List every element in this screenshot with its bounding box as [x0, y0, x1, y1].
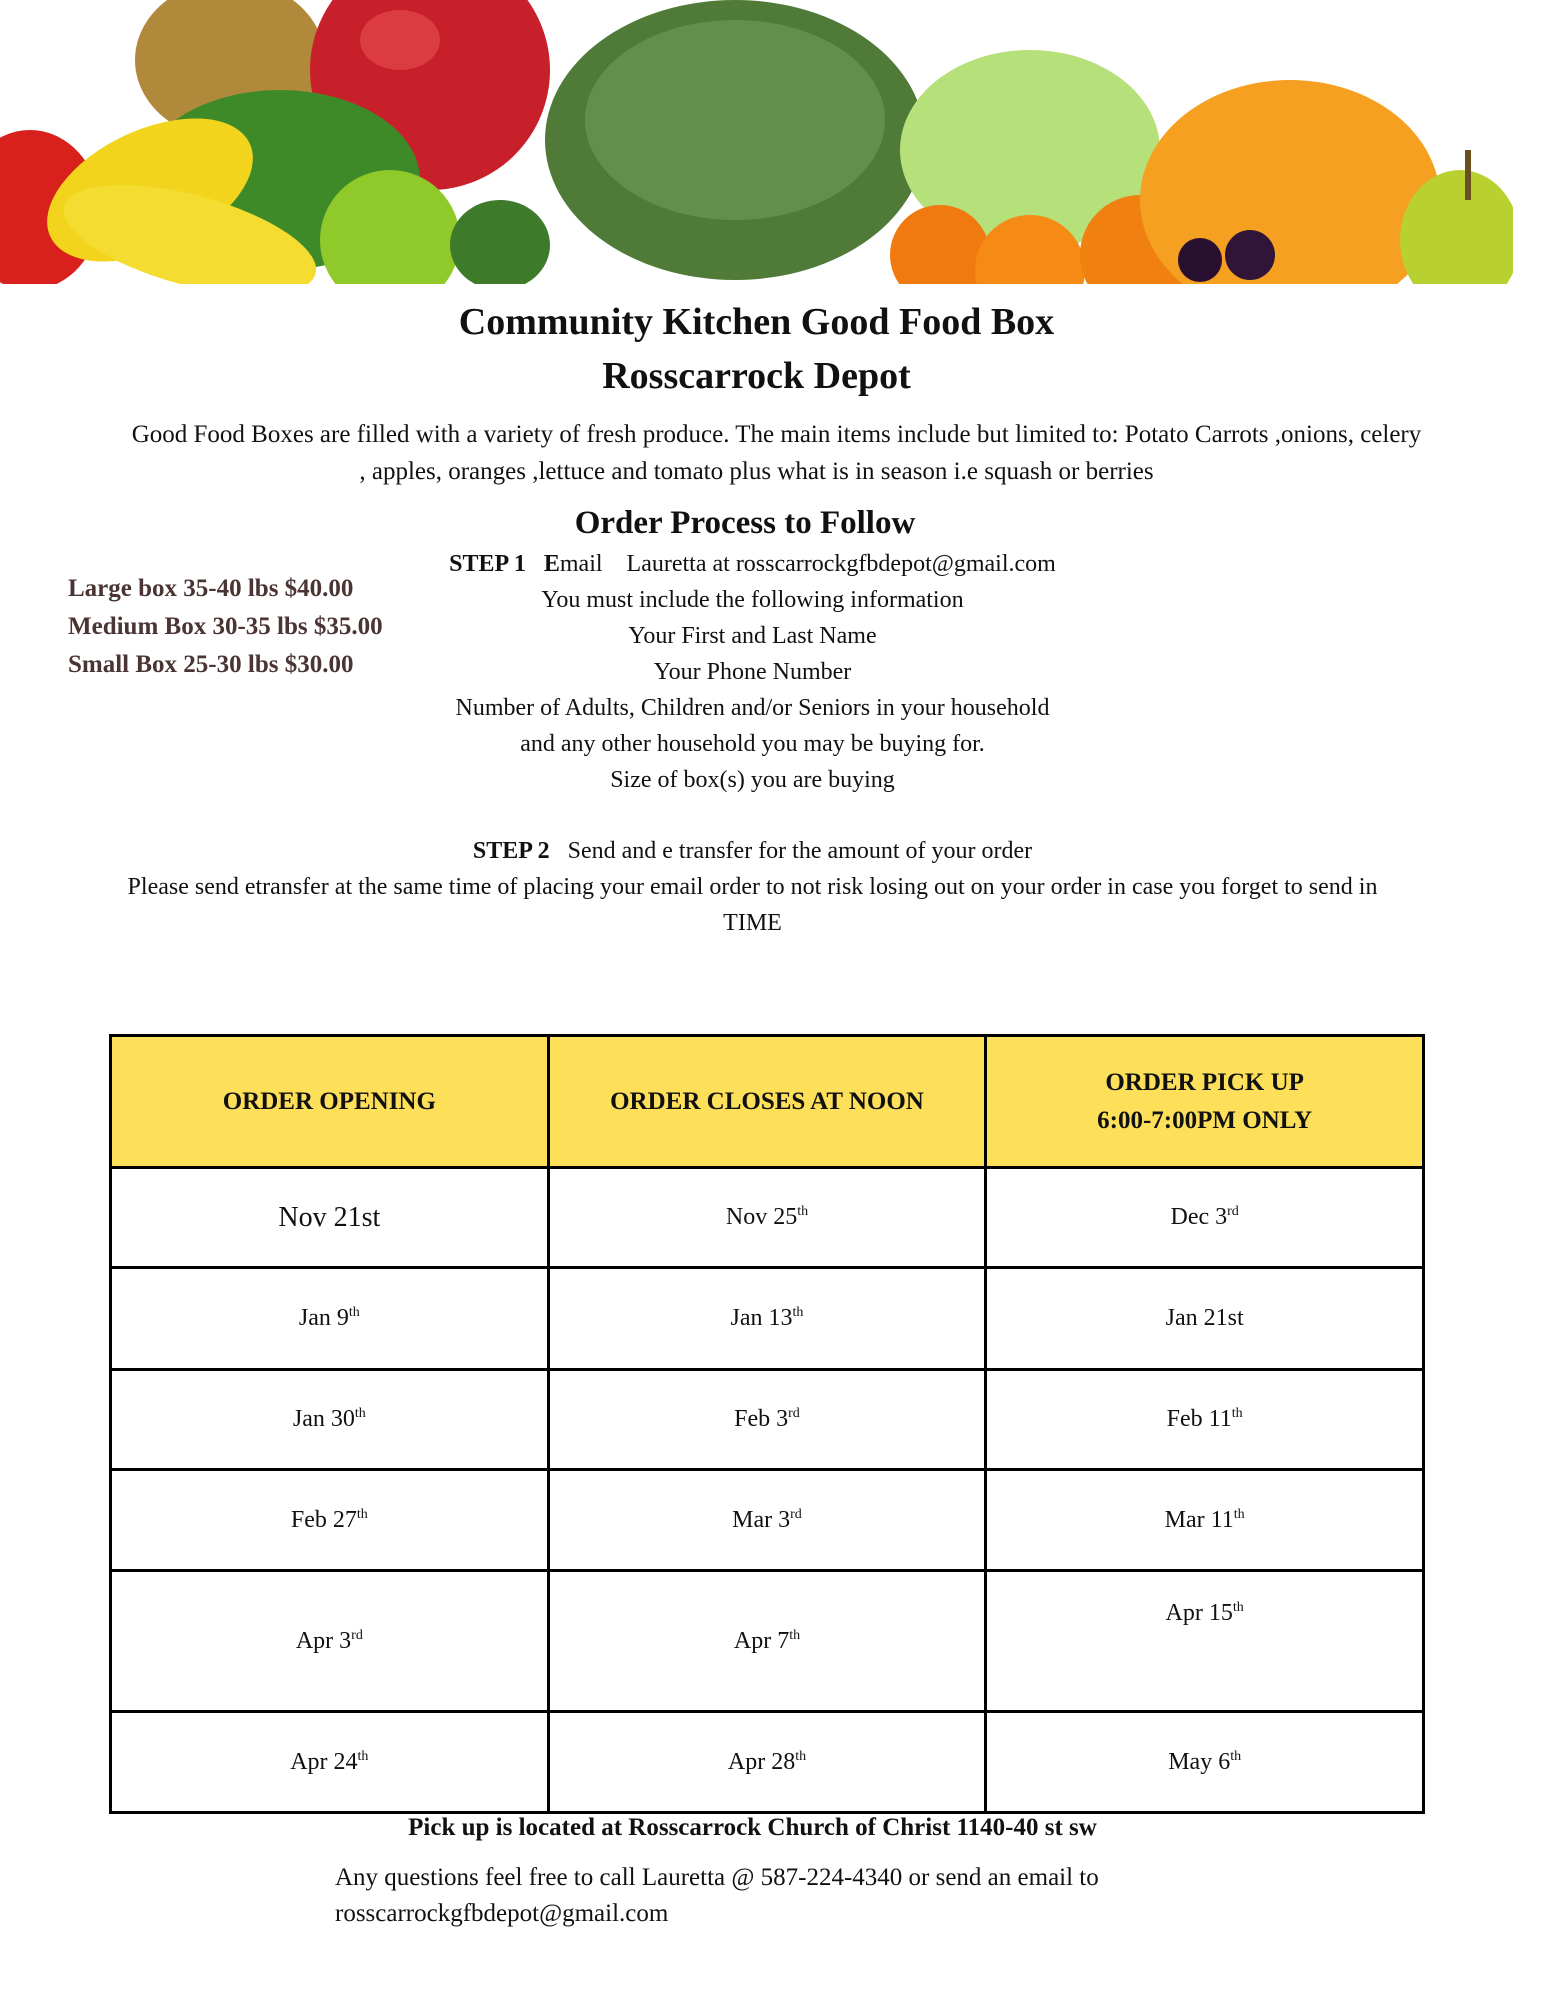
step2-note-2: TIME	[723, 910, 782, 936]
step1-text: mail Lauretta at rosscarrockgfbdepot@gmail.com	[559, 551, 1056, 577]
date-suffix: th	[354, 1406, 366, 1421]
process-heading: Order Process to Follow	[574, 505, 916, 541]
date-suffix: th	[1231, 1406, 1243, 1421]
order-opening-date	[111, 1470, 549, 1571]
table-row	[111, 1470, 1424, 1571]
step1-info-3: Your Phone Number	[653, 659, 852, 685]
step2-note-1: Please send etransfer at the same time of placing your email order to not risk losing out on your order in case you forget to send in	[127, 874, 1378, 900]
step2-text: Send and e transfer for the amount of your order	[567, 838, 1033, 864]
order-opening-date	[111, 1168, 549, 1268]
order-close-date	[548, 1268, 986, 1370]
date-text: Nov 21st	[278, 1201, 381, 1233]
date-suffix: th	[797, 1204, 809, 1219]
step2-line	[0, 838, 1505, 865]
produce-illustration	[0, 0, 1513, 284]
pickup-date	[986, 1268, 1424, 1370]
date-suffix: th	[1233, 1506, 1245, 1522]
pickup-date	[986, 1370, 1424, 1470]
date-text: Jan 13	[730, 1305, 793, 1331]
date-text: Jan 9	[298, 1305, 349, 1331]
order-close-date	[548, 1370, 986, 1470]
date-suffix: rd	[351, 1627, 363, 1643]
date-text: Mar 11	[1164, 1506, 1234, 1533]
header-pickup-line2: 6:00-7:00PM ONLY	[1097, 1106, 1313, 1134]
date-suffix: rd	[1227, 1204, 1239, 1219]
title-line-1: Community Kitchen Good Food Box	[458, 301, 1055, 343]
table-header-row	[111, 1036, 1424, 1168]
date-suffix: th	[792, 1305, 804, 1320]
title-line-2: Rosscarrock Depot	[602, 355, 911, 397]
box-large: Large box 35-40 lbs $40.00	[68, 575, 354, 602]
pickup-date	[986, 1571, 1424, 1712]
pickup-date	[986, 1168, 1424, 1268]
table-row	[111, 1370, 1424, 1470]
pickup-location: Pick up is located at Rosscarrock Church of Christ 1140-40 st sw	[408, 1814, 1097, 1841]
step1-info-5: and any other household you may be buying for.	[520, 731, 985, 757]
box-price-list	[68, 570, 383, 684]
contact-line-1: Any questions feel free to call Lauretta @ 587-224-4340 or send an email to	[335, 1864, 1099, 1891]
date-suffix: rd	[790, 1506, 802, 1522]
order-close-date	[548, 1712, 986, 1813]
date-suffix: th	[356, 1506, 368, 1522]
order-close-date	[548, 1168, 986, 1268]
table-row	[111, 1168, 1424, 1268]
date-text: Jan 21st	[1165, 1305, 1244, 1331]
pickup-date	[986, 1712, 1424, 1813]
produce-banner-image	[0, 0, 1513, 284]
order-close-date	[548, 1571, 986, 1712]
date-text: Apr 15	[1165, 1600, 1233, 1626]
order-close-date	[548, 1470, 986, 1571]
date-text: Nov 25	[725, 1204, 798, 1230]
header-order-closes: ORDER CLOSES AT NOON	[548, 1036, 986, 1168]
box-medium: Medium Box 30-35 lbs $35.00	[68, 613, 383, 640]
schedule-table	[109, 1034, 1425, 1814]
date-text: Apr 24	[290, 1748, 358, 1775]
order-opening-date	[111, 1370, 549, 1470]
table-row	[111, 1712, 1424, 1813]
date-suffix: rd	[788, 1406, 800, 1421]
date-text: Feb 11	[1166, 1406, 1232, 1432]
order-opening-date	[111, 1571, 549, 1712]
date-text: Feb 27	[290, 1506, 357, 1533]
date-text: Feb 3	[734, 1406, 789, 1432]
contact-email[interactable]: rosscarrockgfbdepot@gmail.com	[335, 1900, 669, 1927]
date-text: Dec 3	[1170, 1204, 1228, 1230]
order-opening-date	[111, 1268, 549, 1370]
intro-line-1: Good Food Boxes are filled with a variety of fresh produce. The main items include but limited to: Potato Carrots ,onions, celery	[131, 421, 1422, 448]
date-suffix: th	[795, 1748, 807, 1764]
step1-info-4: Number of Adults, Children and/or Seniors in your household	[455, 695, 1050, 721]
date-text: Mar 3	[732, 1506, 791, 1533]
date-text: May 6	[1168, 1748, 1231, 1775]
header-order-opening: ORDER OPENING	[111, 1036, 549, 1168]
table-row	[111, 1268, 1424, 1370]
header-pickup-line1: ORDER PICK UP	[1105, 1068, 1304, 1096]
step2-label: STEP 2	[472, 838, 550, 864]
table-row	[111, 1571, 1424, 1712]
date-text: Apr 7	[733, 1627, 790, 1654]
header-order-pickup	[986, 1036, 1424, 1168]
date-suffix: th	[348, 1305, 360, 1320]
step1-info-1: You must include the following information	[541, 587, 964, 613]
order-opening-date	[111, 1712, 549, 1813]
date-text: Apr 28	[727, 1748, 796, 1775]
step1-email-initial: E	[543, 551, 560, 577]
date-text: Jan 30	[292, 1406, 355, 1432]
date-suffix: th	[357, 1748, 369, 1764]
date-suffix: th	[789, 1627, 801, 1643]
step1-label: STEP 1	[449, 551, 526, 577]
box-small: Small Box 25-30 lbs $30.00	[68, 651, 354, 678]
step1-info-2: Your First and Last Name	[628, 623, 877, 649]
step1-info-6: Size of box(s) you are buying	[610, 767, 895, 793]
date-suffix: th	[1232, 1600, 1244, 1615]
pickup-date	[986, 1470, 1424, 1571]
intro-line-2: , apples, oranges ,lettuce and tomato plus what is in season i.e squash or berries	[359, 458, 1154, 485]
date-suffix: th	[1230, 1748, 1242, 1764]
date-text: Apr 3	[295, 1627, 352, 1654]
